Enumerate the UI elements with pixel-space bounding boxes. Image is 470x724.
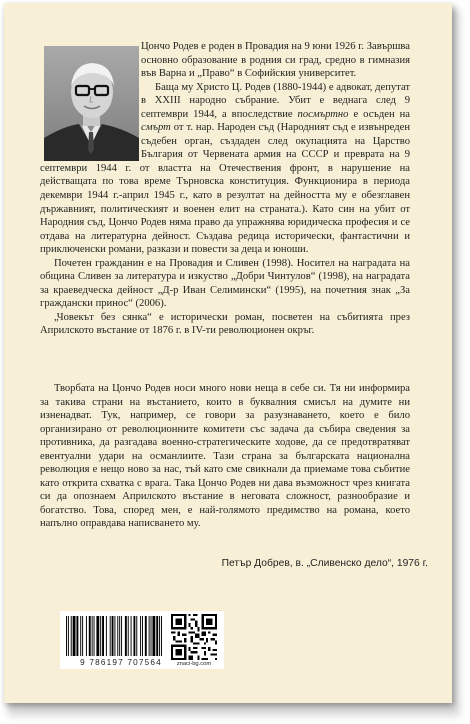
bio-paragraph-4: „Човекът без сянка“ е исторически роман, посветен на събитията през Априлското въстание от 1876 г. в IV-ти революционен окръг. [40,311,410,337]
barcode-bar [117,616,118,656]
barcode-bar [119,616,120,656]
barcode-bar [100,616,101,656]
barcode-bar [112,616,114,656]
barcode-bar [131,616,132,656]
review-signature: Петър Добрев, в. „Сливенско дело“, 1976 г. [221,558,428,569]
barcode-bar [106,616,107,656]
barcode-bar [142,616,143,656]
barcode-bar [121,616,122,656]
barcode-bar [145,616,147,656]
barcode-bar [136,616,137,656]
barcode-bar [151,616,152,656]
barcode-bar [66,616,67,656]
barcode-bar [71,616,72,656]
barcode-bar [73,616,76,656]
barcode-bar [133,616,135,656]
book-review [40,382,410,531]
barcode-bar [82,616,83,656]
barcode-bar [140,616,141,656]
barcode-bar [76,616,78,656]
publisher-site: znaci-bg.com [176,661,212,667]
barcode-bar [161,616,162,656]
review-text: Творбата на Цончо Родев носи много нови неща в себе си. Тя ни информира за такива страни на въстанието, които в буквалния смисъл на думите ни изненадват. Тук, например, се говори за разузнаването, което е било организирано от революционните комитети със задача да събира сведения за противника, да разгадава военно-стратегическите ходове, да се предотвратяват евентуални удари на османлиите. Тази страна за българската национална революция е нещо ново за нас, тъй като сме свикнали да приемаме това събитие като открита схватка с врага. Така Цончо Родев ни дава възможност чрез книгата си да опознаем Априлското въстание в неговата сложност, разнообразие и богатство. Това, според мен, е най-голямото предимство на романа, което напълно оправдава написването му. [40,383,410,530]
barcode-bar [128,616,129,656]
barcode-bar [102,616,104,656]
barcode-bar [92,616,93,656]
qr-code-icon [164,611,224,669]
barcode-bar [152,616,155,656]
isbn-number: 9 786197 707564 [80,658,162,667]
bio-paragraph-1: Цончо Родев е роден в Провадия на 9 юни 1926 г. Завършва основно образование в родния си град, средно в гимназия във Варна и „Право“ в Софийския университет. [141,41,410,80]
barcode-bar [68,616,69,656]
barcode-bar [114,616,115,656]
barcode-bar [94,616,95,656]
barcode-bar [149,616,150,656]
bio-paragraph-3: Почетен гражданин е на Провадия и Сливен (1998). Носител на наградата на община Сливен за литература и изкуство „Добри Чинтулов“ (1998), на наградата за краеведческа дейност „Д-р Иван Селимински“ (1995), на почетния знак „За граждански принос“ (2006). [40,257,410,310]
barcode-bar [110,616,111,656]
barcode-bar [96,616,99,656]
barcode-bar [156,616,158,656]
barcode-bar [89,616,91,656]
barcode-bar [80,616,81,656]
barcode-bar [159,616,160,656]
barcode-bar [125,616,127,656]
author-biography [40,40,410,338]
bio-paragraph-2: Баща му Христо Ц. Родев (1880-1944) е адвокат, депутат в XXIII народно събрание. Убит е веднага след 9 септември 1944, а впоследствие посмъртно е осъден на смърт от т. нар. Народен съд (Народният съд е извънреден съдебен орган, създаден след окупацията на Царство България от Червената армия на СССР и превратa на 9 септември 1944 г. от властта на Отечествения фронт, в нарушение на действащата по това време Търновска конституция. Функционира в периода декември 1944 г.-април 1945 г., като в резултат на дейността му е обезглавен държавният, политическият и военен елит на страната.). Като син на убит от Народния съд, Цончо Родев няма право да упражнява юридическа професия и се отдава на литературна дейност. Създава редица исторически, фантастични и приключенски романи, разкази и повести за деца и юноши. [40,81,410,256]
barcode-bar [86,616,87,656]
